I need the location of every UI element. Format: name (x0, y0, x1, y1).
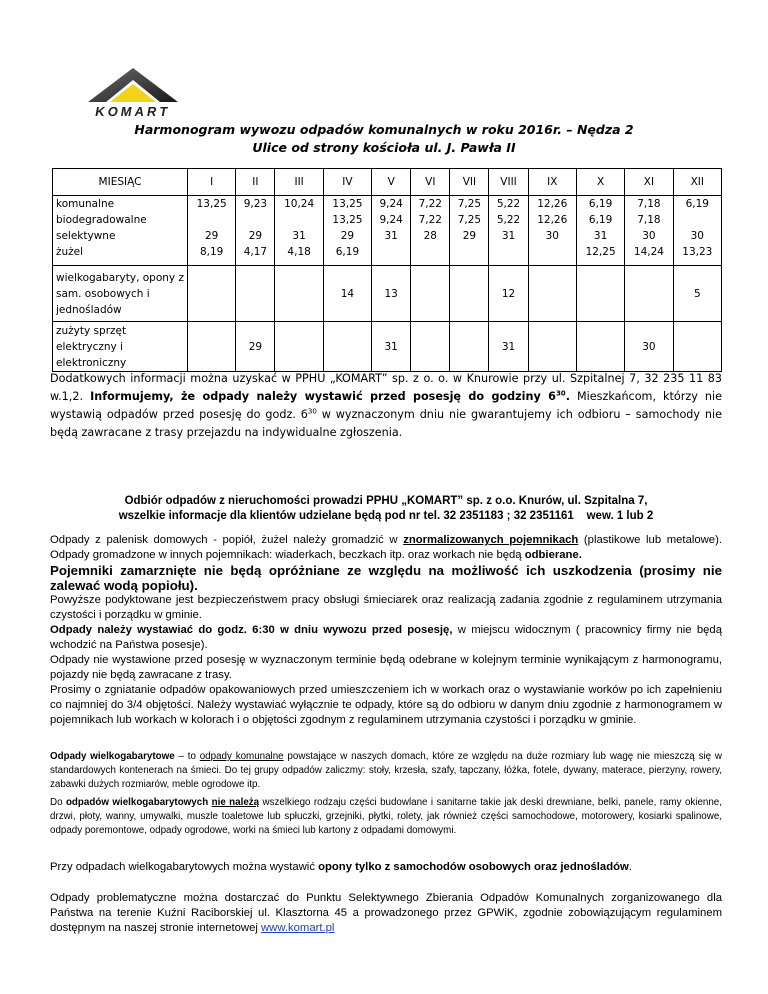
month-col: VII (450, 169, 489, 196)
table-row (53, 322, 722, 372)
rule-paragraph: Odpady należy wystawiać do godz. 6:30 w dniu wywozu przed posesję, w miejscu widocznym ( pracownicy firmy nie będą wchodzić na Państwa posesje). (50, 624, 722, 651)
month-cell: 9,24 9,24 31 (372, 196, 411, 266)
month-col: V (372, 169, 411, 196)
month-cell (236, 266, 275, 322)
month-cell: 12 (489, 266, 528, 322)
info-paragraph: Dodatkowych informacji można uzyskać w PPHU „KOMART” sp. z o. o. w Knurowie przy ul. Szpitalnej 7, 32 235 11 83 w.1,2. Informujemy, że odpady należy wystawić przed posesję do godziny $6^{30}$. Mieszkańcom, którzy nie wystawią odpadów przed posesję do godz. $6^{30}$ w wyznaczonym dniu nie gwarantujemy ich odbioru – samochody nie będą zawracane z trasy przejazdu na indywidualne zgłoszenia. (50, 372, 723, 439)
table-header-row (53, 169, 722, 196)
month-cell (275, 266, 323, 322)
schedule-subtitle: Ulice od strony kościoła ul. J. Pawła II (252, 140, 516, 155)
month-cell (673, 322, 721, 372)
rule-paragraph: Odpady nie wystawione przed posesję w wyznaczonym terminie będą odebrane w kolejnym terminie wynikającym z harmonogramu, pojazdy nie będą zawracane z trasy. (50, 654, 722, 681)
month-cell: 31 (372, 322, 411, 372)
komart-logo (78, 64, 188, 119)
month-cell (528, 266, 576, 322)
logo-mark-icon (78, 64, 188, 104)
month-cell: 13 (372, 266, 411, 322)
month-cell (576, 266, 624, 322)
rule-paragraph: Powyższe podyktowane jest bezpieczeństwem pracy obsługi śmieciarek oraz realizacją zadania zgodnie z regulaminem utrzymania czystości i porządku w gminie. (50, 594, 722, 621)
month-cell: 29 (236, 322, 275, 372)
schedule-table (52, 168, 722, 372)
month-cell: 7,18 7,18 30 14,24 (625, 196, 673, 266)
schedule-title: Harmonogram wywozu odpadów komunalnych w roku 2016r. – Nędza 2 (134, 122, 634, 137)
rules-text (50, 533, 722, 728)
website-link[interactable]: www.komart.pl (261, 922, 335, 934)
rule-paragraph: Prosimy o zgniatanie odpadów opakowaniowych przed umieszczeniem ich w workach oraz o wystawianie worków po ich zapełnieniu co najmniej do 3/4 objętości. Należy wystawiać wyłącznie te odpady, które są do odbioru w danym dniu zgodnie z harmonogramem w pojemnikach lub workach w kolorach i o objętości zgodnym z regulaminem utrzymania czystości i porządku w gminie. (50, 684, 722, 726)
month-cell: 13,25 13,25 29 6,19 (323, 196, 371, 266)
month-cell: 13,25 29 8,19 (188, 196, 236, 266)
rule-paragraph-bold: Pojemniki zamarznięte nie będą opróżniane ze względu na możliwość ich uszkodzenia (prosimy nie zalewać wodą popiołu). (50, 563, 722, 593)
month-col: IX (528, 169, 576, 196)
type-label-cell: wielkogabaryty, opony z sam. osobowych i jednośladów (53, 266, 188, 322)
month-cell (625, 266, 673, 322)
month-cell: 30 (625, 322, 673, 372)
notice-header: Odbiór odpadów z nieruchomości prowadzi PPHU „KOMART” sp. z o.o. Knurów, ul. Szpitalna 7, wszelkie informacje dla klientów udzielane będą pod nr tel. 32 2351183 ; 32 2351161 wew. 1 lub 2 (118, 495, 654, 522)
rule-paragraph: Odpady z palenisk domowych - popiół, żużel należy gromadzić w znormalizowanych pojemnikach (plastikowe lub metalowe). Odpady gromadzone w innych pojemnikach: wiaderkach, beczkach itp. oraz workach nie będą odbierane. (50, 534, 722, 561)
month-header: MIESIĄC (53, 169, 188, 196)
type-label: komunalne (56, 198, 115, 210)
pszok-note: Odpady problematyczne można dostarczać do Punktu Selektywnego Zbierania Odpadów Komunalnych zorganizowanego dla Państwa na terenie Kuźni Raciborskiej ul. Klasztorna 45 a prowadzonego przez GPWiK, zgodnie zobowiązującym regulaminem dostępnym na naszej stronie internetowej www.komart.pl (50, 892, 722, 934)
table-row (53, 266, 722, 322)
month-cell: 6,19 6,19 31 12,25 (576, 196, 624, 266)
month-cell (275, 322, 323, 372)
month-cell (411, 322, 450, 372)
month-cell: 7,22 7,22 28 (411, 196, 450, 266)
month-cell: 7,25 7,25 29 (450, 196, 489, 266)
month-cell (188, 322, 236, 372)
tires-note: Przy odpadach wielkogabarytowych można wystawić opony tylko z samochodów osobowych oraz jednośladów. (50, 861, 632, 873)
month-col: IV (323, 169, 371, 196)
month-cell (323, 322, 371, 372)
month-cell: 5,22 5,22 31 (489, 196, 528, 266)
month-cell (411, 266, 450, 322)
month-cell (450, 322, 489, 372)
month-cell (576, 322, 624, 372)
month-cell: 31 (489, 322, 528, 372)
type-label-cell: zużyty sprzęt elektryczny i elektroniczny (53, 322, 188, 372)
month-col: XI (625, 169, 673, 196)
month-cell (528, 322, 576, 372)
month-cell: 12,26 12,26 30 (528, 196, 576, 266)
bulky-waste-exclusions: Do odpadów wielkogabarytowych nie należą wszelkiego rodzaju części budowlane i sanitarne takie jak deski drewniane, belki, panele, ramy okienne, drzwi, płoty, wanny, umywalki, muszle toaletowe lub spłuczki, grzejniki, płytki, rolety, jak również części samochodowe, motorowery, kosiarki spalinowe, odpady poremontowe, odpady ogrodowe, worki na śmieci lub kartony z odpadami domowymi. (50, 797, 722, 836)
logo-text: KOMART (94, 104, 172, 119)
month-col: XII (673, 169, 721, 196)
month-col: I (188, 169, 236, 196)
type-label: selektywne (56, 230, 116, 242)
month-col: VIII (489, 169, 528, 196)
month-cell: 5 (673, 266, 721, 322)
month-cell: 6,19 30 13,23 (673, 196, 721, 266)
month-cell: 10,24 31 4,18 (275, 196, 323, 266)
month-col: X (576, 169, 624, 196)
type-label: biodegradowalne (56, 214, 147, 226)
month-cell: 14 (323, 266, 371, 322)
month-cell (450, 266, 489, 322)
table-row (53, 196, 722, 266)
type-labels-cell (53, 196, 188, 266)
month-col: VI (411, 169, 450, 196)
type-label: żużel (56, 246, 84, 258)
bulky-waste-definition: Odpady wielkogabarytowe – to odpady komunalne powstające w naszych domach, które ze względu na duże rozmiary lub wagę nie mieszczą się w standardowych kontenerach na śmieci. Do tej grupy odpadów zaliczmy: stoły, krzesła, szafy, tapczany, łóżka, fotele, dywany, materace, pierzyny, rowery, zabawki dużych rozmiarów, meble ogrodowe itp. (50, 751, 722, 790)
month-col: III (275, 169, 323, 196)
month-cell (188, 266, 236, 322)
month-cell: 9,23 29 4,17 (236, 196, 275, 266)
month-col: II (236, 169, 275, 196)
